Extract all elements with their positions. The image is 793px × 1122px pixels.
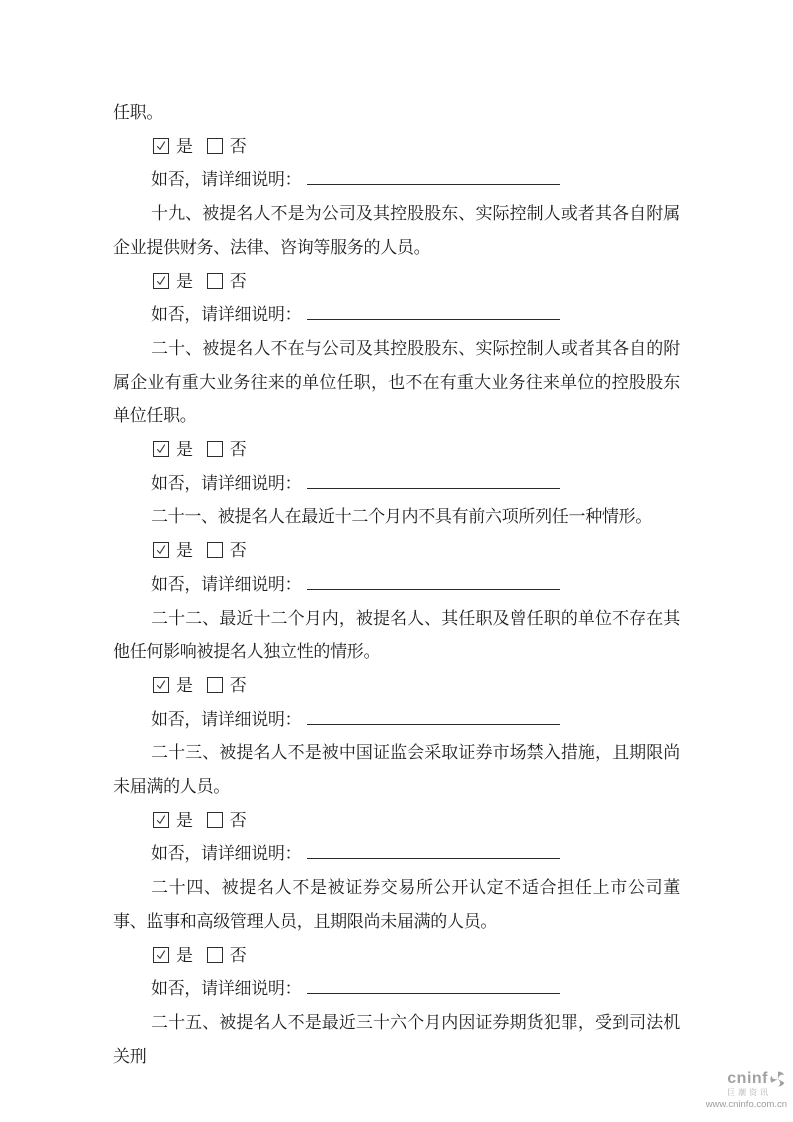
- checked-checkbox-icon: [153, 542, 169, 558]
- explain-row: [113, 568, 680, 602]
- no-label: 否: [229, 810, 247, 830]
- checked-checkbox-icon: [153, 273, 169, 289]
- yes-label: 是: [176, 945, 193, 965]
- explain-row: [113, 837, 680, 871]
- unchecked-checkbox-icon: [207, 273, 223, 289]
- explain-label: 如否，请详细说明：: [151, 709, 302, 729]
- yes-label: 是: [176, 136, 193, 156]
- explain-row: [113, 163, 680, 197]
- cninfo-logo-chinese: 巨潮资讯: [727, 1087, 771, 1097]
- explain-label: 如否，请详细说明：: [151, 170, 302, 190]
- explain-row: [113, 298, 680, 332]
- unchecked-checkbox-icon: [207, 138, 223, 154]
- answer-row: [113, 130, 680, 164]
- answer-row: [113, 534, 680, 568]
- paragraph-tail: 任职。: [113, 103, 164, 122]
- no-label: 否: [229, 945, 247, 965]
- unchecked-checkbox-icon: [207, 441, 223, 457]
- explain-label: 如否，请详细说明：: [151, 473, 302, 493]
- paragraph-item-22: 二十二、最近十二个月内，被提名人、其任职及曾任职的单位不存在其他任何影响被提名人独立性的情形。: [113, 608, 680, 662]
- document-content: [113, 96, 680, 1073]
- checked-checkbox-icon: [153, 812, 169, 828]
- explain-row: [113, 467, 680, 501]
- answer-row: [113, 939, 680, 973]
- blank-underline: [307, 305, 560, 320]
- unchecked-checkbox-icon: [207, 542, 223, 558]
- paragraph-item-21: 二十一、被提名人在最近十二个月内不具有前六项所列任一种情形。: [151, 507, 652, 527]
- unchecked-checkbox-icon: [207, 812, 223, 828]
- checked-checkbox-icon: [153, 138, 169, 154]
- explain-label: 如否，请详细说明：: [151, 844, 302, 864]
- answer-row: [113, 669, 680, 703]
- blank-underline: [307, 709, 560, 724]
- cninfo-logo-url: www.cninfo.com.cn: [705, 1098, 787, 1110]
- yes-label: 是: [176, 810, 193, 830]
- explain-row: [113, 972, 680, 1006]
- no-label: 否: [229, 136, 247, 156]
- answer-row: [113, 804, 680, 838]
- explain-row: [113, 703, 680, 737]
- no-label: 否: [229, 541, 247, 561]
- paragraph-item-25: 二十五、被提名人不是最近三十六个月内因证券期货犯罪，受到司法机关刑: [113, 1012, 680, 1066]
- yes-label: 是: [176, 271, 193, 291]
- unchecked-checkbox-icon: [207, 677, 223, 693]
- checked-checkbox-icon: [153, 677, 169, 693]
- answer-row: [113, 265, 680, 299]
- blank-underline: [307, 473, 560, 488]
- unchecked-checkbox-icon: [207, 947, 223, 963]
- explain-label: 如否，请详细说明：: [151, 305, 302, 325]
- yes-label: 是: [176, 675, 193, 695]
- cninfo-logo-text: cninf: [727, 1069, 768, 1087]
- explain-label: 如否，请详细说明：: [151, 574, 302, 594]
- paragraph-item-20: 二十、被提名人不在与公司及其控股股东、实际控制人或者其各自的附属企业有重大业务往来的单位任职，也不在有重大业务往来单位的控股股东单位任职。: [113, 338, 680, 426]
- explain-label: 如否，请详细说明：: [151, 979, 302, 999]
- cninfo-logo: [706, 1070, 787, 1110]
- paragraph-item-19: 十九、被提名人不是为公司及其控股股东、实际控制人或者其各自附属企业提供财务、法律、咨询等服务的人员。: [113, 204, 680, 257]
- blank-underline: [307, 170, 560, 185]
- blank-underline: [307, 844, 560, 859]
- no-label: 否: [229, 271, 247, 291]
- yes-label: 是: [176, 440, 193, 460]
- cninfo-logo-swirl-icon: [769, 1070, 787, 1088]
- checked-checkbox-icon: [153, 441, 169, 457]
- no-label: 否: [229, 440, 247, 460]
- paragraph-item-23: 二十三、被提名人不是被中国证监会采取证券市场禁入措施，且期限尚未届满的人员。: [113, 743, 680, 797]
- answer-row: [113, 433, 680, 467]
- yes-label: 是: [176, 541, 193, 561]
- no-label: 否: [229, 675, 247, 695]
- blank-underline: [307, 979, 560, 994]
- paragraph-item-24: 二十四、被提名人不是被证券交易所公开认定不适合担任上市公司董事、监事和高级管理人员，且期限尚未届满的人员。: [113, 878, 680, 931]
- blank-underline: [307, 574, 560, 589]
- checked-checkbox-icon: [153, 947, 169, 963]
